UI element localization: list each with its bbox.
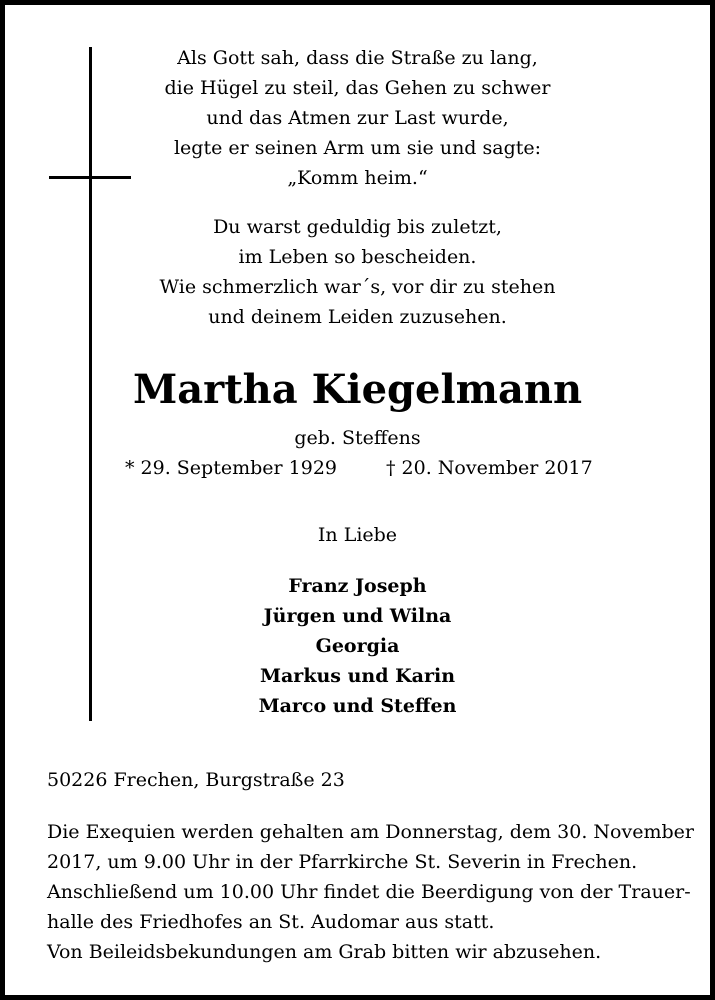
- funeral-information: [47, 817, 694, 967]
- funeral-info-line: halle des Friedhofes an St. Audomar aus statt.: [47, 911, 495, 933]
- mourner-name: Georgia: [315, 635, 400, 657]
- mourner-name: Markus und Karin: [259, 665, 456, 687]
- poem-line: legte er seinen Arm um sie und sagte:: [173, 137, 542, 159]
- poem-first-stanza: [105, 43, 610, 193]
- family-address: 50226 Frechen, Burgstraße 23: [47, 769, 345, 791]
- funeral-info-line: Die Exequien werden gehalten am Donnerstag, dem 30. November: [47, 821, 694, 843]
- in-love-heading: In Liebe: [317, 524, 398, 546]
- birth-name: geb. Steffens: [294, 427, 421, 449]
- mourner-name: Franz Joseph: [288, 575, 427, 597]
- poem-second-stanza: [105, 212, 610, 332]
- poem-line: und deinem Leiden zuzusehen.: [208, 306, 507, 328]
- poem-line: und das Atmen zur Last wurde,: [206, 107, 509, 129]
- mourners-list: [105, 571, 610, 721]
- funeral-info-line: Anschließend um 10.00 Uhr findet die Beerdigung von der Trauer-: [47, 881, 691, 903]
- cross-icon-vertical-bar: [89, 47, 92, 721]
- poem-line: Wie schmerzlich war´s, vor dir zu stehen: [159, 276, 556, 298]
- funeral-info-line: 2017, um 9.00 Uhr in der Pfarrkirche St. Severin in Frechen.: [47, 851, 638, 873]
- poem-line: im Leben so bescheiden.: [238, 246, 477, 268]
- deceased-name: Martha Kiegelmann: [132, 366, 583, 413]
- poem-line: Als Gott sah, dass die Straße zu lang,: [177, 47, 538, 69]
- funeral-info-line: Von Beileidsbekundungen am Grab bitten wir abzusehen.: [47, 941, 602, 963]
- poem-line: Du warst geduldig bis zuletzt,: [213, 216, 502, 238]
- mourner-name: Jürgen und Wilna: [263, 605, 452, 627]
- poem-line: die Hügel zu steil, das Gehen zu schwer: [164, 77, 551, 99]
- birth-date: * 29. September 1929: [125, 457, 337, 479]
- poem-line: „Komm heim.“: [287, 167, 428, 189]
- mourner-name: Marco und Steffen: [258, 695, 457, 717]
- death-date: † 20. November 2017: [386, 457, 593, 479]
